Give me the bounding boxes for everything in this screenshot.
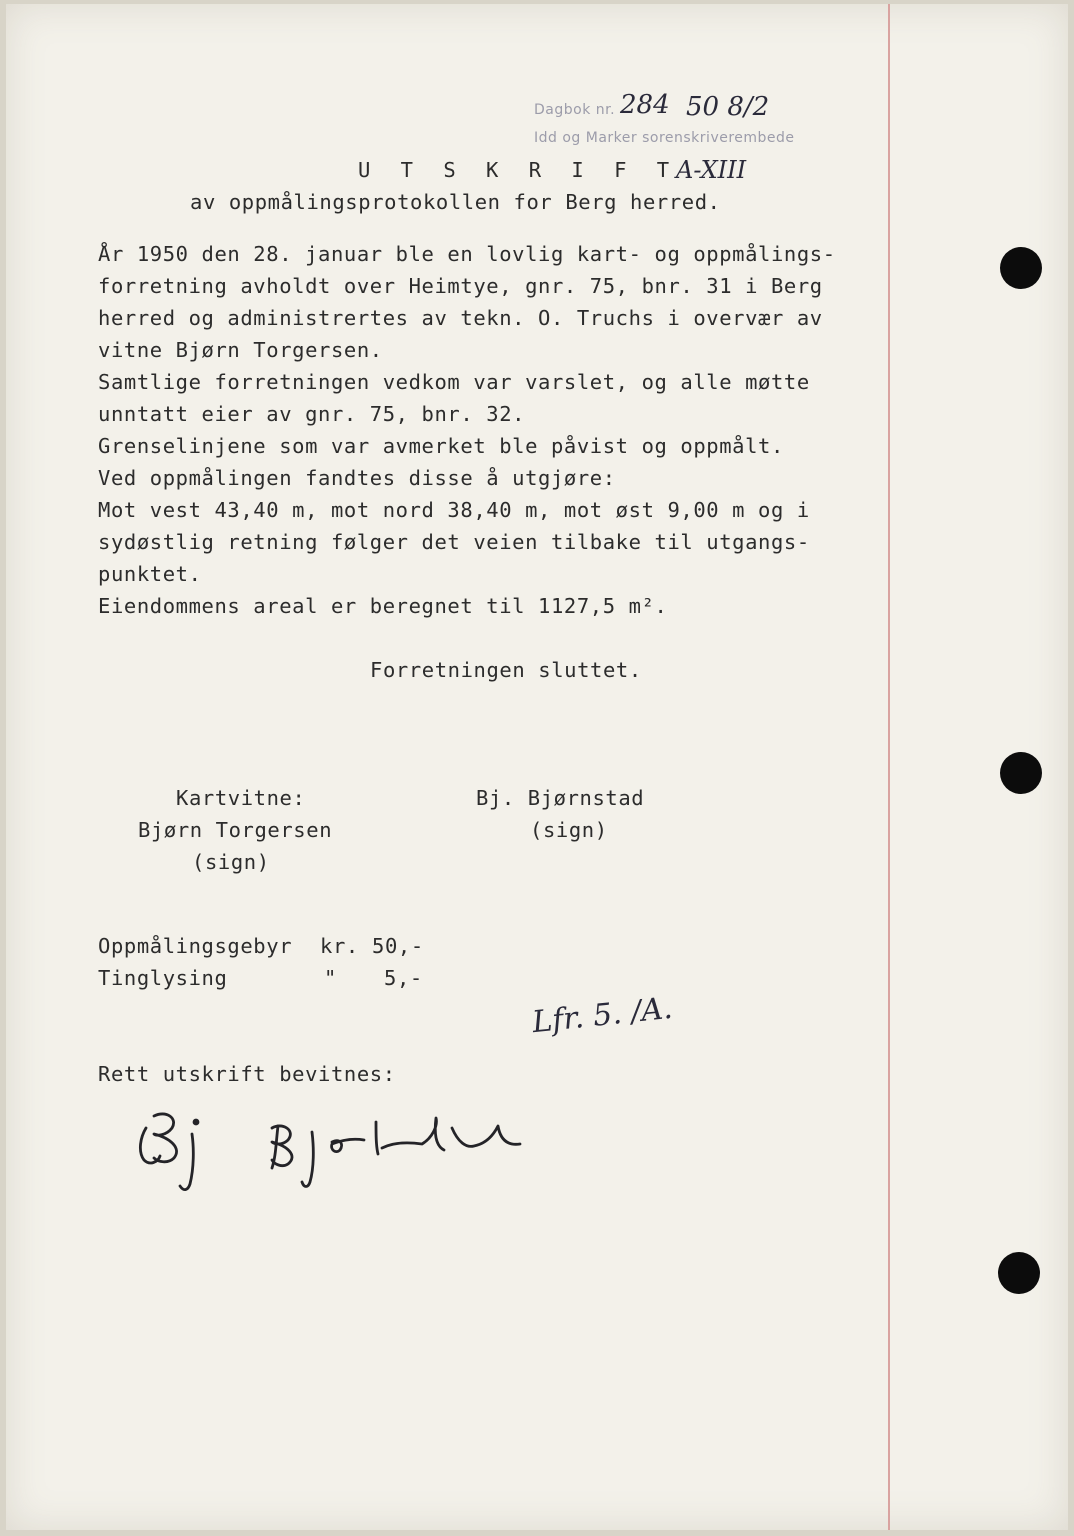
fee-currency: kr. — [320, 934, 359, 958]
journal-date: 50 8/2 — [686, 92, 770, 122]
body-line: År 1950 den 28. januar ble en lovlig kart- og oppmålings- — [98, 242, 836, 266]
witness-sign: (sign) — [192, 850, 270, 874]
body-line: Grenselinjene som var avmerket ble påvist og oppmålt. — [98, 434, 784, 458]
volume-reference: A-XIII — [676, 156, 747, 184]
body-line: Samtlige forretningen vedkom var varslet, og alle møtte — [98, 370, 810, 394]
body-line: Eiendommens areal er beregnet til 1127,5 m². — [98, 594, 668, 618]
body-line: Ved oppmålingen fandtes disse å utgjøre: — [98, 466, 616, 490]
document-subtitle: av oppmålingsprotokollen for Berg herred. — [190, 190, 721, 214]
margin-rule — [888, 4, 890, 1530]
document-page — [6, 4, 1068, 1530]
body-line: herred og administrertes av tekn. O. Truchs i overvær av — [98, 306, 823, 330]
document-title: U T S K R I F T — [358, 158, 679, 182]
stamp-line-1: Dagbok nr. — [534, 102, 616, 118]
official-sign: (sign) — [530, 818, 608, 842]
body-line: forretning avholdt over Heimtye, gnr. 75, bnr. 31 i Berg — [98, 274, 823, 298]
signature — [132, 1098, 532, 1194]
fee-label: Tinglysing — [98, 966, 228, 990]
body-line: Mot vest 43,40 m, mot nord 38,40 m, mot øst 9,00 m og i — [98, 498, 810, 522]
fee-amount: 50,- — [372, 934, 424, 958]
stamp-line-2: Idd og Marker sorenskriverembede — [534, 130, 795, 146]
fee-label: Oppmålingsgebyr — [98, 934, 293, 958]
handwritten-annotation: Lfr. 5. /A. — [530, 990, 675, 1041]
punch-hole — [998, 1252, 1040, 1294]
body-line: punktet. — [98, 562, 202, 586]
punch-hole — [1000, 752, 1042, 794]
witness-heading: Kartvitne: — [176, 786, 306, 810]
fee-currency: " — [324, 966, 337, 990]
fee-amount: 5,- — [384, 966, 423, 990]
body-line: sydøstlig retning følger det veien tilbake til utgangs- — [98, 530, 810, 554]
official-name: Bj. Bjørnstad — [476, 786, 645, 810]
body-line: unntatt eier av gnr. 75, bnr. 32. — [98, 402, 526, 426]
journal-number: 284 — [620, 90, 670, 120]
body-line: vitne Bjørn Torgersen. — [98, 338, 383, 362]
punch-hole — [1000, 247, 1042, 289]
witness-name: Bjørn Torgersen — [138, 818, 333, 842]
certification-line: Rett utskrift bevitnes: — [98, 1062, 396, 1086]
closing-line: Forretningen sluttet. — [370, 658, 642, 682]
